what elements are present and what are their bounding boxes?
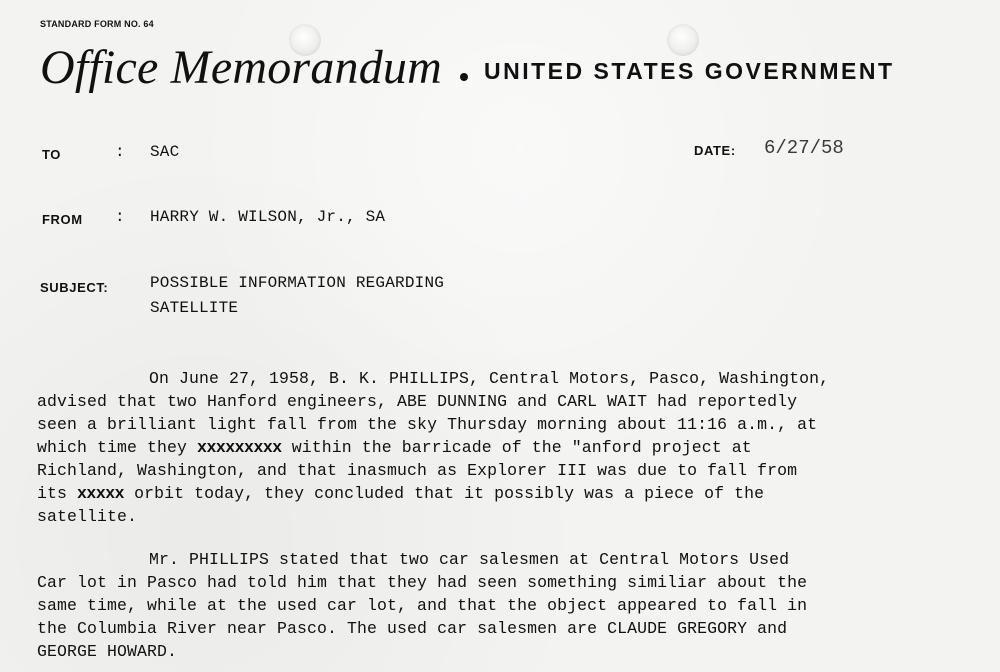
body-paragraph-1 <box>37 367 967 528</box>
memo-title: Office Memorandum <box>40 41 442 94</box>
line-text: which time they <box>37 438 188 457</box>
paragraph-line: GEORGE HOWARD. <box>37 642 178 661</box>
organization-name: UNITED STATES GOVERNMENT <box>483 58 895 84</box>
paragraph-line: the Columbia River near Pasco. The used car salesmen are CLAUDE GREGORY and <box>37 619 788 638</box>
subject-line-2: SATELLITE <box>150 299 239 317</box>
paragraph-line: seen a brilliant light fall from the sky Thursday morning about 11:16 a.m., at <box>37 415 818 434</box>
subject-line-1: POSSIBLE INFORMATION REGARDING <box>150 274 445 292</box>
body-paragraph-2 <box>37 548 967 663</box>
paragraph-line: same time, while at the used car lot, and that the object appeared to fall in <box>37 596 808 615</box>
bullet-separator <box>460 73 468 81</box>
to-label: TO <box>42 147 62 162</box>
paragraph-line: Mr. PHILLIPS stated that two car salesmen at Central Motors Used <box>149 550 790 569</box>
struck-out-text: xxxxx <box>77 484 125 503</box>
paragraph-line <box>37 436 967 459</box>
from-value: HARRY W. WILSON, Jr., SA <box>150 208 386 226</box>
paragraph-line: advised that two Hanford engineers, ABE DUNNING and CARL WAIT had reportedly <box>37 392 798 411</box>
struck-out-text: xxxxxxxxx <box>197 438 282 457</box>
to-value: SAC <box>150 143 180 161</box>
masthead <box>40 41 970 94</box>
date-label: DATE: <box>694 143 736 158</box>
line-text: orbit today, they concluded that it possibly was a piece of the <box>134 484 765 503</box>
paragraph-line: On June 27, 1958, B. K. PHILLIPS, Central Motors, Pasco, Washington, <box>149 369 830 388</box>
paragraph-line <box>37 482 967 505</box>
line-text: within the barricade of the "anford project at <box>291 438 752 457</box>
form-number: STANDARD FORM NO. 64 <box>40 19 154 29</box>
line-text: its <box>37 484 68 503</box>
to-colon: : <box>115 143 125 161</box>
subject-label: SUBJECT: <box>40 280 109 295</box>
date-value: 6/27/58 <box>764 137 844 159</box>
paragraph-line: satellite. <box>37 507 138 526</box>
from-label: FROM <box>42 212 83 227</box>
paragraph-line: Richland, Washington, and that inasmuch as Explorer III was due to fall from <box>37 461 798 480</box>
paragraph-line: Car lot in Pasco had told him that they had seen something similiar about the <box>37 573 808 592</box>
from-colon: : <box>115 208 125 226</box>
